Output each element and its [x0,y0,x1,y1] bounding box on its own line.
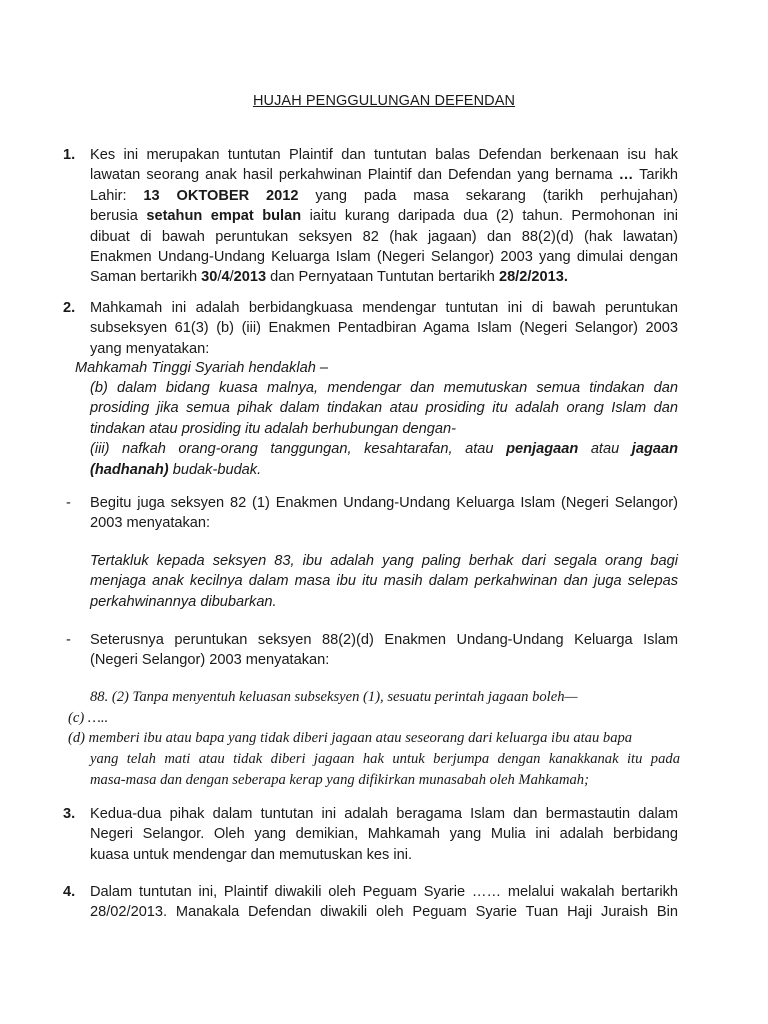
d1-quote-line-1: Tertakluk kepada seksyen 83, ibu adalah yang paling berhak dari segala orang bagi [90,553,678,569]
paragraph-4-number: 4. [63,884,76,900]
p4-line-1: Dalam tuntutan ini, Plaintif diwakili oleh Peguam Syarie …… melalui wakalah bertarikh [90,884,678,900]
document-title: HUJAH PENGGULUNGAN DEFENDAN [252,93,516,109]
p2-term-jagaan: jagaan [631,441,679,458]
p1-line-7 [90,267,678,287]
p1-age-value: setahun empat bulan [146,208,302,225]
p1-line-6: Enakmen Undang-Undang Keluarga Islam (Negeri Selangor) 2003 yang dimulai dengan [90,249,678,266]
p1-saman-sep-2: / [229,269,234,286]
p2-quote-heading: Mahkamah Tinggi Syariah hendaklah – [75,360,328,376]
p1-dob-label: Lahir: [90,187,144,204]
d1-line-2: 2003 menyatakan: [90,515,211,532]
p3-line-1: Kedua-dua pihak dalam tuntutan ini adalah beragama Islam dan bermastautin dalam [90,806,678,822]
p2-quote-body [90,378,678,480]
d2-line-2: (Negeri Selangor) 2003 menyatakan: [90,652,330,669]
p2-quote-line-2: prosiding jika semua pihak dalam tindakan atau prosiding itu adalah orang Islam dan [90,400,678,417]
p2-term-hadhanah: (hadhanah) [90,461,169,478]
p2-quote-line-1: (b) dalam bidang kuasa malnya, mendengar dan memutuskan semua tindakan dan [90,380,678,396]
p2-quote-line-5 [90,460,678,480]
p1-line-5: dibuat di bawah peruntukan seksyen 82 (hak jagaan) dan 88(2)(d) (hak lawatan) [90,228,678,245]
paragraph-1-number: 1. [63,147,76,163]
p3-line-3: kuasa untuk mendengar dan memutuskan kes ini. [90,846,413,863]
p1-saman-day: 30 [201,269,218,286]
d2-quote-d-line-2: yang telah mati atau tidak diberi jagaan hak untuk berjumpa dengan kanakkanak itu pada [90,751,680,767]
p1-line-4-end: iaitu kurang daripada dua (2) tahun. Permohonan ini [301,208,679,225]
d2-quote-d-rest [90,749,680,790]
p1-line-2 [90,165,678,185]
p1-line-4 [90,206,678,226]
d1-quote-line-2: menjaga anak kecilnya dalam masa ibu itu masih dalam perkahwinan dan juga selepas [90,573,678,590]
paragraph-1 [90,145,678,288]
p2-line-2: subseksyen 61(3) (b) (iii) Enakmen Pentadbiran Agama Islam (Negeri Selangor) 2003 [90,320,678,337]
p3-line-2: Negeri Selangor. Oleh yang demikian, Mahkamah yang Mulia ini adalah berbidang [90,826,678,843]
d2-quote-c: (c) ….. [68,710,109,726]
p4-line-2: 28/02/2013. Manakala Defendan diwakili oleh Peguam Syarie Tuan Haji Juraish Bin [90,904,678,921]
d2-line-1: Seterusnya peruntukan seksyen 88(2)(d) Enakmen Undang-Undang Keluarga Islam [90,632,678,648]
p1-pernyataan-label: dan Pernyataan Tuntutan bertarikh [266,269,499,286]
p1-pernyataan-date: 28/2/2013. [498,269,568,286]
d2-quote-d-line-1: (d) memberi ibu atau bapa yang tidak diberi jagaan atau seseorang dari keluarga ibu atau bapa [68,730,633,746]
p2-quote-line-5-end: budak-budak. [168,461,262,478]
dash-item-2-marker: - [66,632,71,648]
p2-quote-line-4 [90,439,678,459]
p1-ellipsis: … [618,167,634,184]
p2-quote-line-4-text: (iii) nafkah orang-orang tanggungan, kesahtarafan, atau [90,441,507,458]
p2-quote-line-3: tindakan atau prosiding itu adalah berhubungan dengan- [90,420,456,437]
d1-quote-line-3: perkahwinannya dibubarkan. [90,593,277,610]
p1-saman-year: 2013 [233,269,267,286]
paragraph-2 [90,298,678,359]
p1-line-4-start: berusia [90,208,147,225]
p1-saman-label: Saman bertarikh [90,269,202,286]
p1-dob-value: 13 OKTOBER 2012 [143,187,299,204]
p2-line-3: yang menyatakan: [90,340,210,357]
dash-item-2 [90,630,678,671]
paragraph-4 [90,882,678,923]
paragraph-3-number: 3. [63,806,76,822]
paragraph-3 [90,804,678,865]
p1-line-3-end: yang pada masa sekarang (tarikh perhujahan) [298,187,678,204]
d1-quote [90,551,678,612]
dash-item-1 [90,493,678,534]
p1-line-1: Kes ini merupakan tuntutan Plaintif dan tuntutan balas Defendan berkenaan isu hak [90,147,678,163]
p2-line-1: Mahkamah ini adalah berbidangkuasa mendengar tuntutan ini di bawah peruntukan [90,300,678,316]
dash-item-1-marker: - [66,495,71,511]
d2-quote-d-line-3: masa-masa dan dengan seberapa kerap yang difikirkan munasabah oleh Mahkamah; [90,771,589,788]
p1-line-2-end: Tarikh [633,167,678,184]
p1-saman-month: 4 [221,269,230,286]
p2-quote-atau: atau [578,441,632,458]
paragraph-2-number: 2. [63,300,76,316]
p2-term-penjagaan: penjagaan [506,441,579,458]
d2-quote-heading: 88. (2) Tanpa menyentuh keluasan subseksyen (1), sesuatu perintah jagaan boleh— [90,689,578,705]
p1-line-2-text: lawatan seorang anak hasil perkahwinan Plaintif dan Defendan yang bernama [90,167,619,184]
p1-saman-sep-1: / [217,269,222,286]
p1-line-3 [90,186,678,206]
d1-line-1: Begitu juga seksyen 82 (1) Enakmen Undang-Undang Keluarga Islam (Negeri Selangor) [90,495,678,511]
